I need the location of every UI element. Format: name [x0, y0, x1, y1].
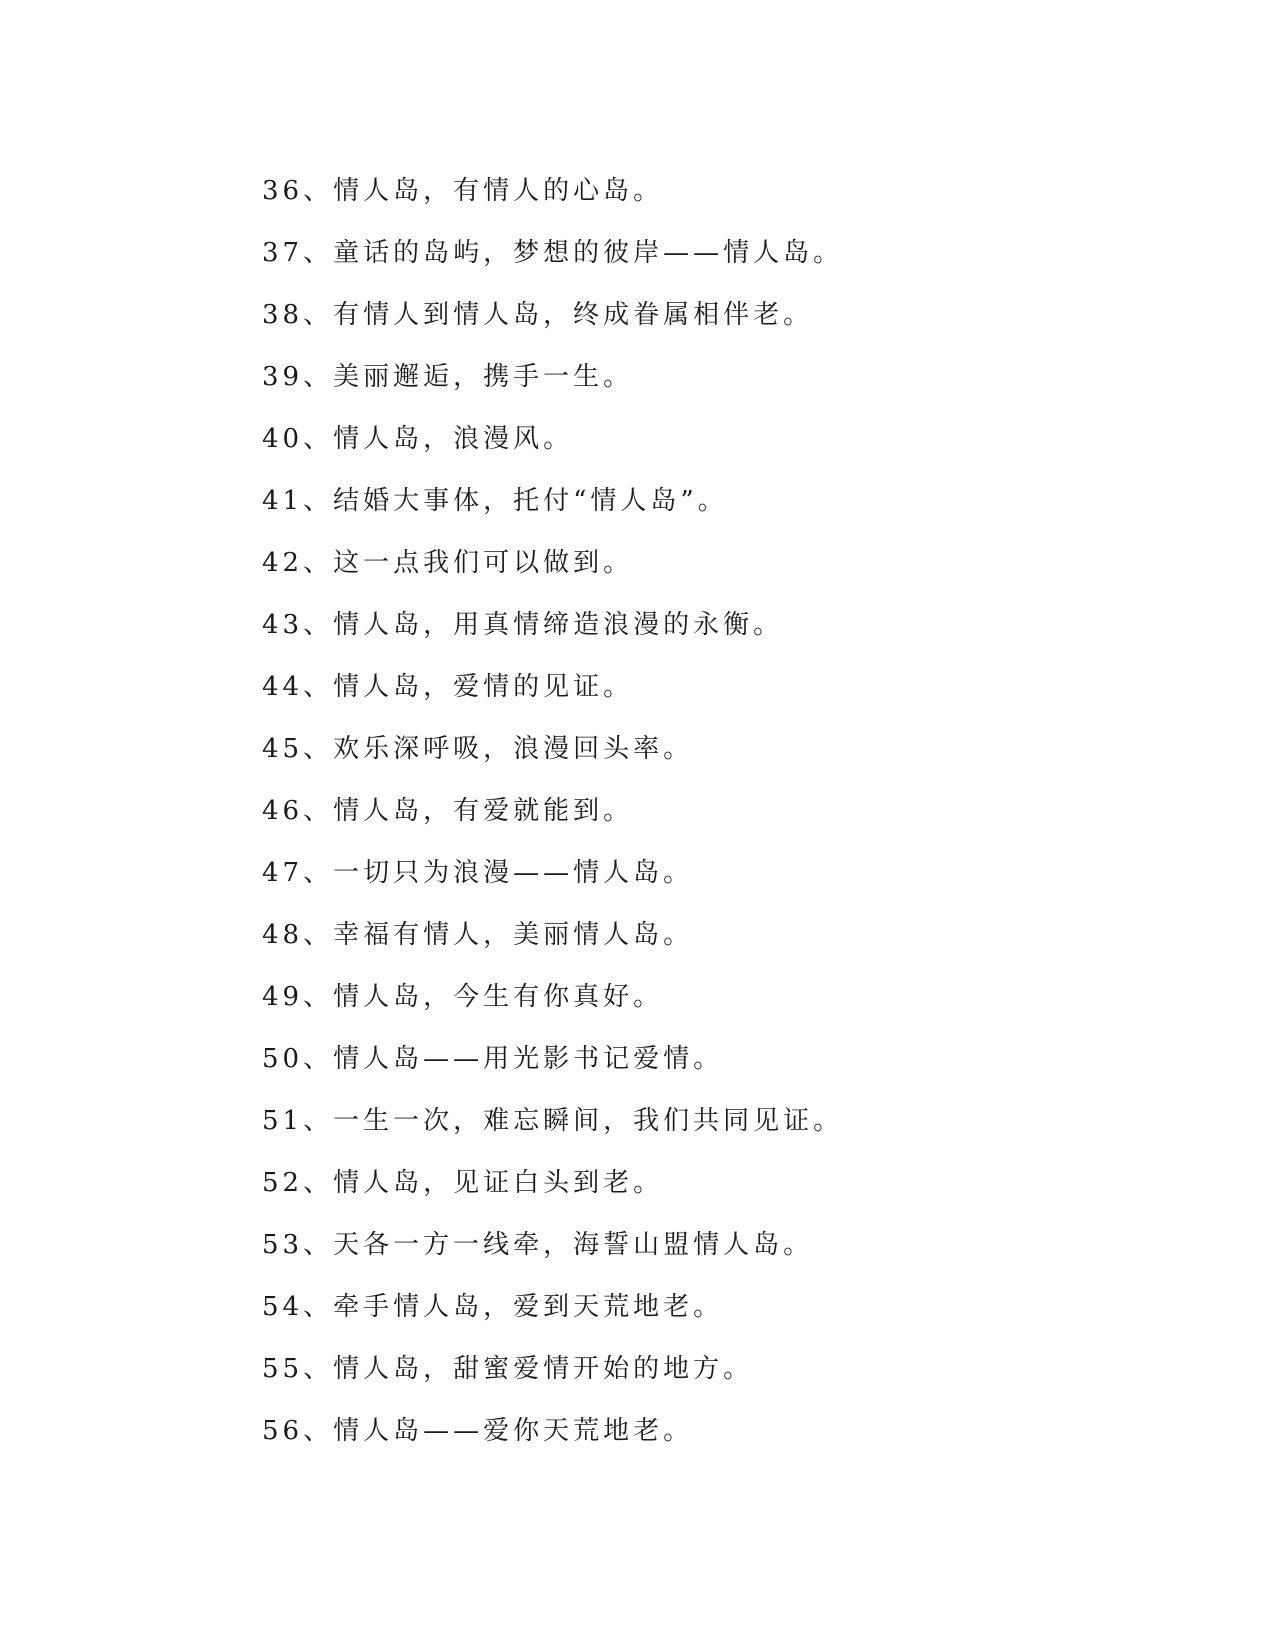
list-item: 40、情人岛，浪漫风。 — [262, 424, 574, 454]
list-item: 36、情人岛，有情人的心岛。 — [262, 176, 664, 206]
list-item: 55、情人岛，甜蜜爱情开始的地方。 — [262, 1354, 754, 1384]
list-item: 42、这一点我们可以做到。 — [262, 548, 634, 578]
list-item: 45、欢乐深呼吸，浪漫回头率。 — [262, 734, 694, 764]
list-item: 44、情人岛，爱情的见证。 — [262, 672, 634, 702]
list-item: 56、情人岛——爱你天荒地老。 — [262, 1416, 694, 1446]
list-item: 54、牵手情人岛，爱到天荒地老。 — [262, 1292, 724, 1322]
list-item: 52、情人岛，见证白头到老。 — [262, 1168, 664, 1198]
list-item: 39、美丽邂逅，携手一生。 — [262, 362, 634, 392]
list-item: 51、一生一次，难忘瞬间，我们共同见证。 — [262, 1106, 844, 1136]
list-item: 49、情人岛，今生有你真好。 — [262, 982, 664, 1012]
list-item: 50、情人岛——用光影书记爱情。 — [262, 1044, 724, 1074]
list-item: 47、一切只为浪漫——情人岛。 — [262, 858, 694, 888]
list-item: 41、结婚大事体，托付“情人岛”。 — [262, 486, 728, 516]
list-item: 43、情人岛，用真情缔造浪漫的永衡。 — [262, 610, 784, 640]
slogan-list — [262, 168, 843, 1470]
list-item: 46、情人岛，有爱就能到。 — [262, 796, 634, 826]
list-item: 38、有情人到情人岛，终成眷属相伴老。 — [262, 300, 814, 330]
list-item: 37、童话的岛屿，梦想的彼岸——情人岛。 — [262, 238, 844, 268]
list-item: 48、幸福有情人，美丽情人岛。 — [262, 920, 694, 950]
list-item: 53、天各一方一线牵，海誓山盟情人岛。 — [262, 1230, 814, 1260]
